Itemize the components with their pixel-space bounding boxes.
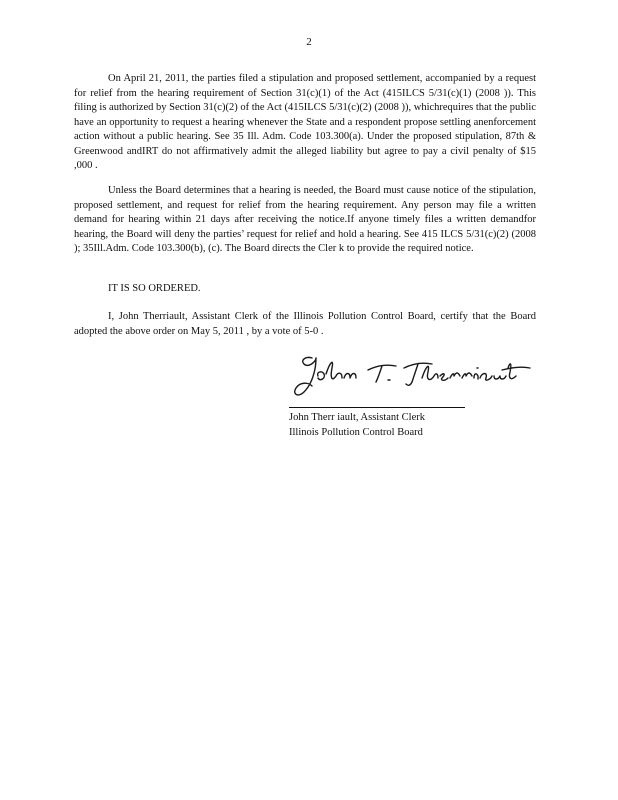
certification-text: I, John Therriault, Assistant Clerk of the Illinois Pollution Control Board, certify that the Board adopted the above order on May 5, 2011 , by a vote of 5-0 . <box>74 311 536 337</box>
notice-paragraph <box>74 184 536 257</box>
signer-organization: Illinois Pollution Control Board <box>289 426 423 438</box>
notice-text: Unless the Board determines that a hearing is needed, the Board must cause notice of the stipulation, proposed settlement, and request for relief from the hearing requirement. Any person may file a written demand for hearing within 21 days after receiving the notice.If anyone timely files a written demandfor hearing, the Board will deny the parties’ request for relief and hold a hearing. See 415 ILCS 5/31(c)(2) (2008 ); 35Ill.Adm. Code 103.300(b), (c). The Board directs the Cler k to provide the required notice. <box>74 185 536 254</box>
page-number: 2 <box>306 36 312 48</box>
handwritten-signature <box>286 348 536 408</box>
order-statement: IT IS SO ORDERED. <box>108 283 201 294</box>
signer-name-title: John Therr iault, Assistant Clerk <box>289 412 426 423</box>
signature-line <box>289 407 465 408</box>
order-paragraph <box>74 282 536 297</box>
signer-block <box>289 411 425 440</box>
stipulation-text: On April 21, 2011, the parties filed a stipulation and proposed settlement, accompanied by a request for relief from the hearing requirement of Section 31(c)(1) of the Act (415ILCS 5/31(c)(1) (2008 )). This filing is authorized by Section 31(c)(2) of the Act (415ILCS 5/31(c)(2) (2008 )), whichrequires that the public have an opportunity to request a hearing whenever the State and a respondent propose settling anenforcement action without a public hearing. See 35 Ill. Adm. Code 103.300(a). Under the proposed stipulation, 87th & Greenwood andIRT do not affirmatively admit the alleged liability but agree to pay a civil penalty of $15 ,000 . <box>74 73 536 171</box>
stipulation-paragraph <box>74 72 536 174</box>
certification-paragraph <box>74 310 536 339</box>
